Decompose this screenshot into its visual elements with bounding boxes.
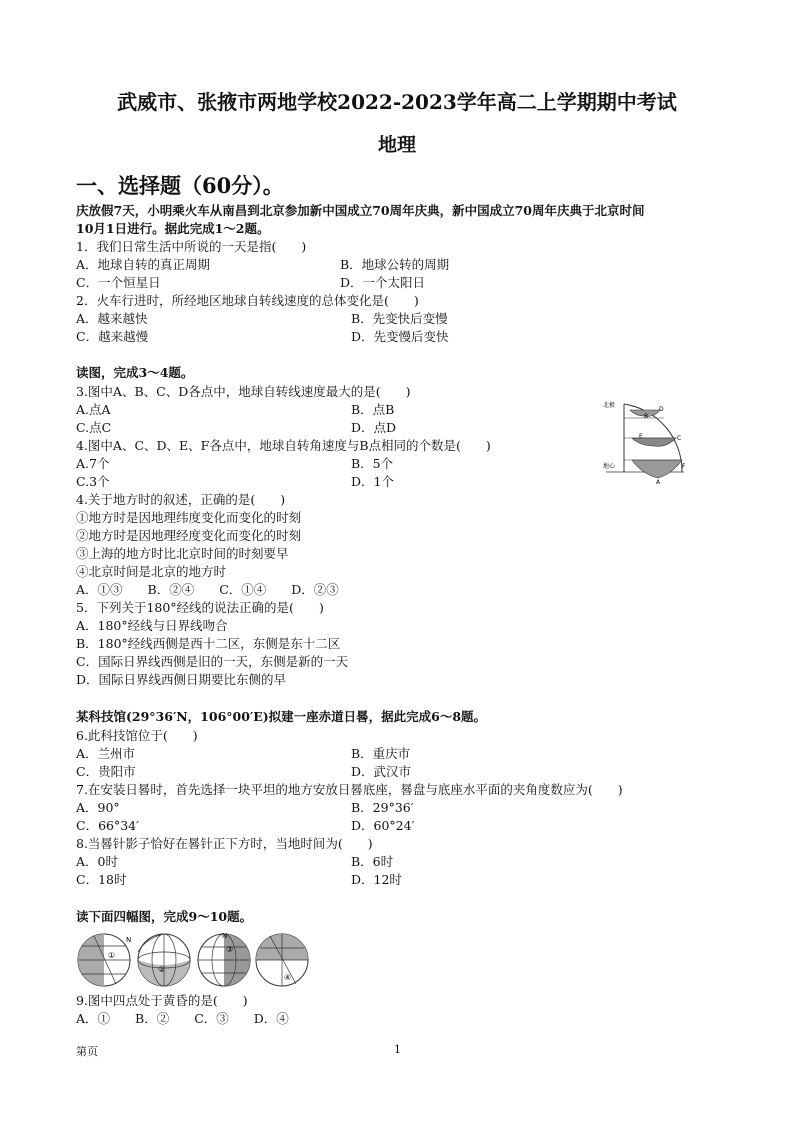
q4b-statement-1: ①地方时是因地理纬度变化而变化的时刻	[76, 510, 302, 525]
q3-option-c: C.点C	[76, 420, 112, 435]
q5-stem: 5．下列关于180°经线的说法正确的是( )	[76, 600, 324, 615]
q7-option-b: B．29°36′	[351, 800, 414, 815]
q4b-statement-3: ③上海的地方时比北京时间的时刻要早	[76, 546, 289, 561]
q1-option-a: A．地球自转的真正周期	[76, 257, 211, 272]
q5-option-a: A．180°经线与日界线吻合	[76, 618, 228, 633]
figure1-point-c: C	[677, 435, 682, 442]
q4a-option-a: A.7个	[76, 456, 110, 471]
q3-stem: 3.图中A、B、C、D各点中，地球自转线速度最大的是( )	[76, 384, 411, 399]
exam-title: 武威市、张掖市两地学校2022-2023学年高二上学期期中考试	[117, 90, 677, 114]
intro-2: 读图，完成3～4题。	[76, 365, 194, 380]
q3-option-d: D．点D	[351, 420, 397, 435]
q7-stem: 7.在安装日晷时，首先选择一块平坦的地方安放日晷底座，晷盘与底座水平面的夹角度数应为( )	[76, 782, 623, 797]
q3-option-a: A.点A	[76, 402, 111, 417]
figure1-point-b: B	[644, 413, 649, 420]
q6-option-d: D．武汉市	[351, 764, 412, 779]
q9-options: A．① B．② C．③ D．④	[76, 1011, 289, 1026]
q8-option-c: C．18时	[76, 872, 127, 887]
q8-option-b: B．6时	[351, 854, 394, 869]
q3-option-b: B．点B	[351, 402, 395, 417]
q4a-option-d: D．1个	[351, 474, 394, 489]
q4b-statement-4: ④北京时间是北京的地方时	[76, 564, 227, 579]
q7-option-d: D．60°24′	[351, 818, 415, 833]
q1-option-c: C．一个恒星日	[76, 275, 161, 290]
globe-3	[198, 932, 250, 986]
q4a-stem: 4.图中A、C、D、E、F各点中，地球自转角速度与B点相同的个数是( )	[76, 438, 491, 453]
q8-option-d: D．12时	[351, 872, 402, 887]
q1-option-b: B．地球公转的周期	[340, 257, 450, 272]
globe-1-marker: ①	[108, 951, 116, 960]
globe-2-marker: ②	[158, 965, 166, 974]
q7-option-a: A．90°	[76, 800, 120, 815]
globe-2	[138, 934, 190, 986]
q4b-stem: 4.关于地方时的叙述，正确的是( )	[76, 492, 286, 507]
q9-stem: 9.图中四点处于黄昏的是( )	[76, 993, 248, 1008]
intro-1-line-2: 10月1日进行。据此完成1～2题。	[76, 221, 270, 236]
four-globes-figure	[76, 930, 316, 990]
intro-1-line-1: 庆放假7天，小明乘火车从南昌到北京参加新中国成立70周年庆典，新中国成立70周年庆典于北京时间	[76, 203, 645, 218]
footer-page-number: 1	[394, 1043, 401, 1056]
q6-option-b: B．重庆市	[351, 746, 411, 761]
q5-option-b: B．180°经线西侧是西十二区，东侧是东十二区	[76, 636, 341, 651]
q2-stem: 2．火车行进时，所经地区地球自转线速度的总体变化是( )	[76, 293, 419, 308]
q8-stem: 8.当晷针影子恰好在晷针正下方时，当地时间为( )	[76, 836, 373, 851]
subject-title: 地理	[377, 134, 416, 156]
q2-option-a: A．越来越快	[76, 311, 148, 326]
figure1-label-center: 地心	[603, 463, 616, 470]
q1-stem: 1．我们日常生活中所说的一天是指( )	[76, 239, 307, 254]
globe-3-north: N	[222, 932, 228, 940]
figure1-point-a: A	[656, 479, 661, 486]
q1-option-d: D．一个太阳日	[340, 275, 426, 290]
q2-option-b: B．先变快后变慢	[351, 311, 448, 326]
q6-option-a: A．兰州市	[76, 746, 136, 761]
globe-4-marker: ④	[284, 973, 292, 982]
figure1-point-e: E	[639, 433, 643, 440]
figure1-point-f: F	[682, 463, 686, 470]
intro-3: 某科技馆(29°36′N，106°00′E)拟建一座赤道日晷，据此完成6～8题。	[76, 709, 487, 724]
figure1-label-north: 北极	[603, 402, 616, 409]
q4b-options: A．①③ B．②④ C．①④ D．②③	[76, 582, 339, 597]
figure1-point-d: D	[659, 406, 664, 413]
q2-option-c: C．越来越慢	[76, 329, 149, 344]
globe-1-north: N	[126, 936, 132, 944]
q4b-statement-2: ②地方时是因地理经度变化而变化的时刻	[76, 528, 302, 543]
q5-option-d: D．国际日界线西侧日期要比东侧的早	[76, 672, 287, 687]
earth-rotation-figure	[602, 396, 688, 486]
q2-option-d: D．先变慢后变快	[351, 329, 449, 344]
section-heading: 一、选择题（60分）。	[76, 173, 284, 198]
q4a-option-b: B．5个	[351, 456, 394, 471]
q6-option-c: C．贵阳市	[76, 764, 136, 779]
q5-option-c: C．国际日界线西侧是旧的一天，东侧是新的一天	[76, 654, 349, 669]
footer-page-label: 第页	[76, 1045, 98, 1058]
globe-3-marker: ③	[226, 945, 234, 954]
q6-stem: 6.此科技馆位于( )	[76, 728, 198, 743]
q7-option-c: C．66°34′	[76, 818, 139, 833]
q8-option-a: A．0时	[76, 854, 118, 869]
globe-1	[78, 934, 131, 986]
intro-4: 读下面四幅图，完成9～10题。	[76, 909, 253, 924]
globe-4	[256, 934, 308, 986]
q4a-option-c: C.3个	[76, 474, 110, 489]
